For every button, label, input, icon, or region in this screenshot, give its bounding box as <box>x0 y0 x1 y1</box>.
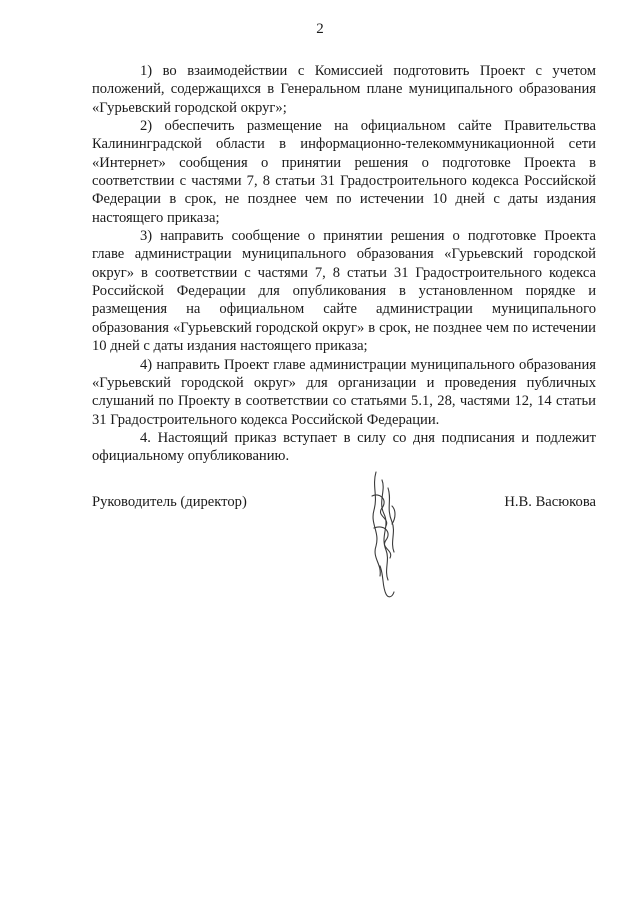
paragraph-item-1: 1) во взаимодействии с Комиссией подготовить Проект с учетом положений, содержащихся в Генеральном плане муниципального образования «Гурьевский городской округ»; <box>92 63 596 116</box>
document-body <box>92 62 596 466</box>
handwritten-signature-icon <box>362 466 410 602</box>
signer-title: Руководитель (директор) <box>92 494 247 510</box>
page-number: 2 <box>316 21 324 37</box>
paragraph-item-4: 4) направить Проект главе администрации муниципального образования «Гурьевский городской округ» для организации и проведения публичных слушаний по Проекту в соответствии со статьями 5.1, 28, частями 12, 14 статьи 31 Градостроительного кодекса Российской Федерации. <box>92 356 596 428</box>
paragraph-clause-4: 4. Настоящий приказ вступает в силу со дня подписания и подлежит официальному опубликованию. <box>92 429 596 465</box>
paragraph-item-2: 2) обеспечить размещение на официальном сайте Правительства Калининградской области в информационно-телекоммуникационной сети «Интернет» сообщения о принятии решения о подготовке Проекта в соответствии с частями 7, 8 статьи 31 Градостроительного кодекса Российской Федерации в срок, не позднее чем по истечении 10 дней с даты издания настоящего приказа; <box>92 118 596 226</box>
signer-name: Н.В. Васюкова <box>504 494 596 510</box>
paragraph-item-3: 3) направить сообщение о принятии решения о подготовке Проекта главе администрации муниципального образования «Гурьевский городской округ» в соответствии с частями 7, 8 статьи 31 Градостроительного кодекса Российской Федерации для опубликования в установленном порядке и размещения на официальном сайте администрации муниципального образования «Гурьевский городской округ» в срок, не позднее чем по истечении 10 дней с даты издания настоящего приказа; <box>92 228 596 355</box>
